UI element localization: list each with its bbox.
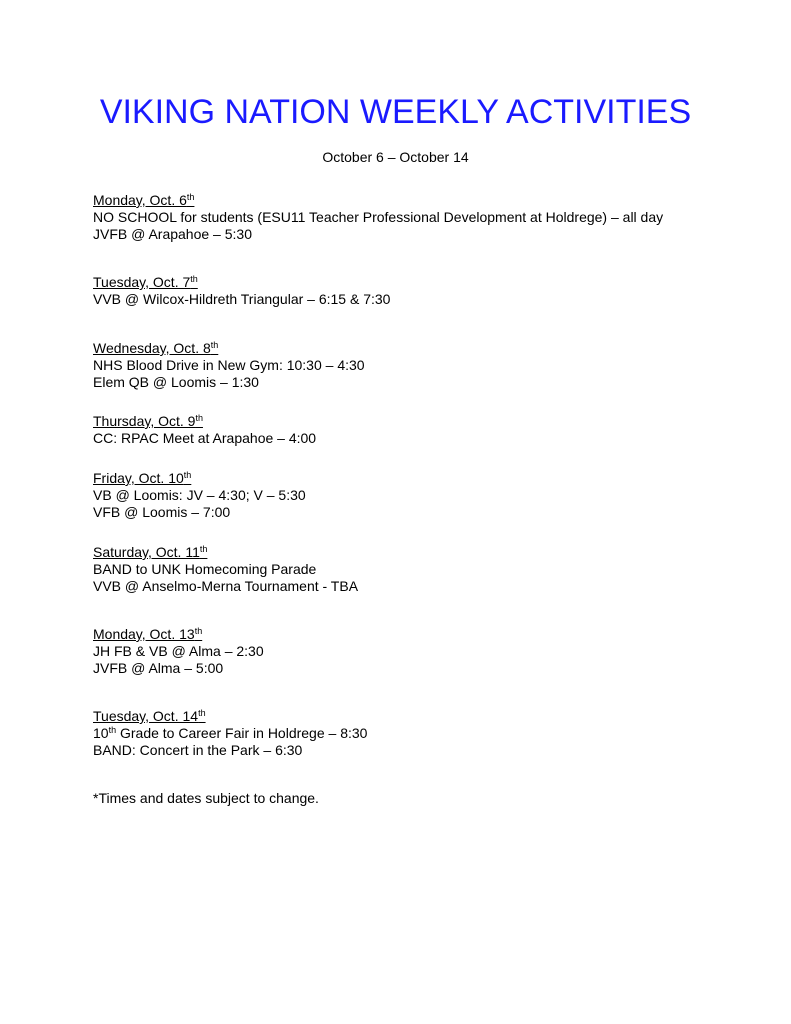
- day-heading: Tuesday, Oct. 14th: [93, 708, 206, 724]
- day-heading: Friday, Oct. 10th: [93, 470, 192, 486]
- day-section-tuesday-oct-7: [93, 274, 753, 308]
- event-item: VVB @ Wilcox-Hildreth Triangular – 6:15 & 7:30: [93, 291, 391, 307]
- event-item: 10th Grade to Career Fair in Holdrege – 8:30: [93, 725, 368, 741]
- day-section-thursday-oct-9: [93, 413, 753, 447]
- day-heading: Thursday, Oct. 9th: [93, 413, 203, 429]
- event-item: JVFB @ Arapahoe – 5:30: [93, 226, 252, 242]
- event-item: BAND: Concert in the Park – 6:30: [93, 742, 303, 758]
- day-heading: Monday, Oct. 13th: [93, 626, 203, 642]
- day-section-monday-oct-6: [93, 192, 753, 243]
- event-item: JH FB & VB @ Alma – 2:30: [93, 643, 264, 659]
- event-item: NO SCHOOL for students (ESU11 Teacher Professional Development at Holdrege) – all day: [93, 209, 664, 225]
- event-item: NHS Blood Drive in New Gym: 10:30 – 4:30: [93, 357, 365, 373]
- event-item: VVB @ Anselmo-Merna Tournament - TBA: [93, 578, 359, 594]
- day-heading: Tuesday, Oct. 7th: [93, 274, 198, 290]
- event-item: VB @ Loomis: JV – 4:30; V – 5:30: [93, 487, 306, 503]
- footnote: *Times and dates subject to change.: [93, 790, 319, 806]
- page-title: VIKING NATION WEEKLY ACTIVITIES: [99, 93, 692, 131]
- day-section-saturday-oct-11: [93, 544, 753, 595]
- day-section-tuesday-oct-14: [93, 708, 753, 759]
- event-item: CC: RPAC Meet at Arapahoe – 4:00: [93, 430, 317, 446]
- day-section-friday-oct-10: [93, 470, 753, 521]
- day-section-wednesday-oct-8: [93, 340, 753, 391]
- event-item: VFB @ Loomis – 7:00: [93, 504, 231, 520]
- event-item: BAND to UNK Homecoming Parade: [93, 561, 317, 577]
- day-section-monday-oct-13: [93, 626, 753, 677]
- day-heading: Saturday, Oct. 11th: [93, 544, 208, 560]
- date-range: October 6 – October 14: [322, 149, 469, 165]
- day-heading: Wednesday, Oct. 8th: [93, 340, 219, 356]
- day-heading: Monday, Oct. 6th: [93, 192, 195, 208]
- event-item: Elem QB @ Loomis – 1:30: [93, 374, 259, 390]
- event-item: JVFB @ Alma – 5:00: [93, 660, 224, 676]
